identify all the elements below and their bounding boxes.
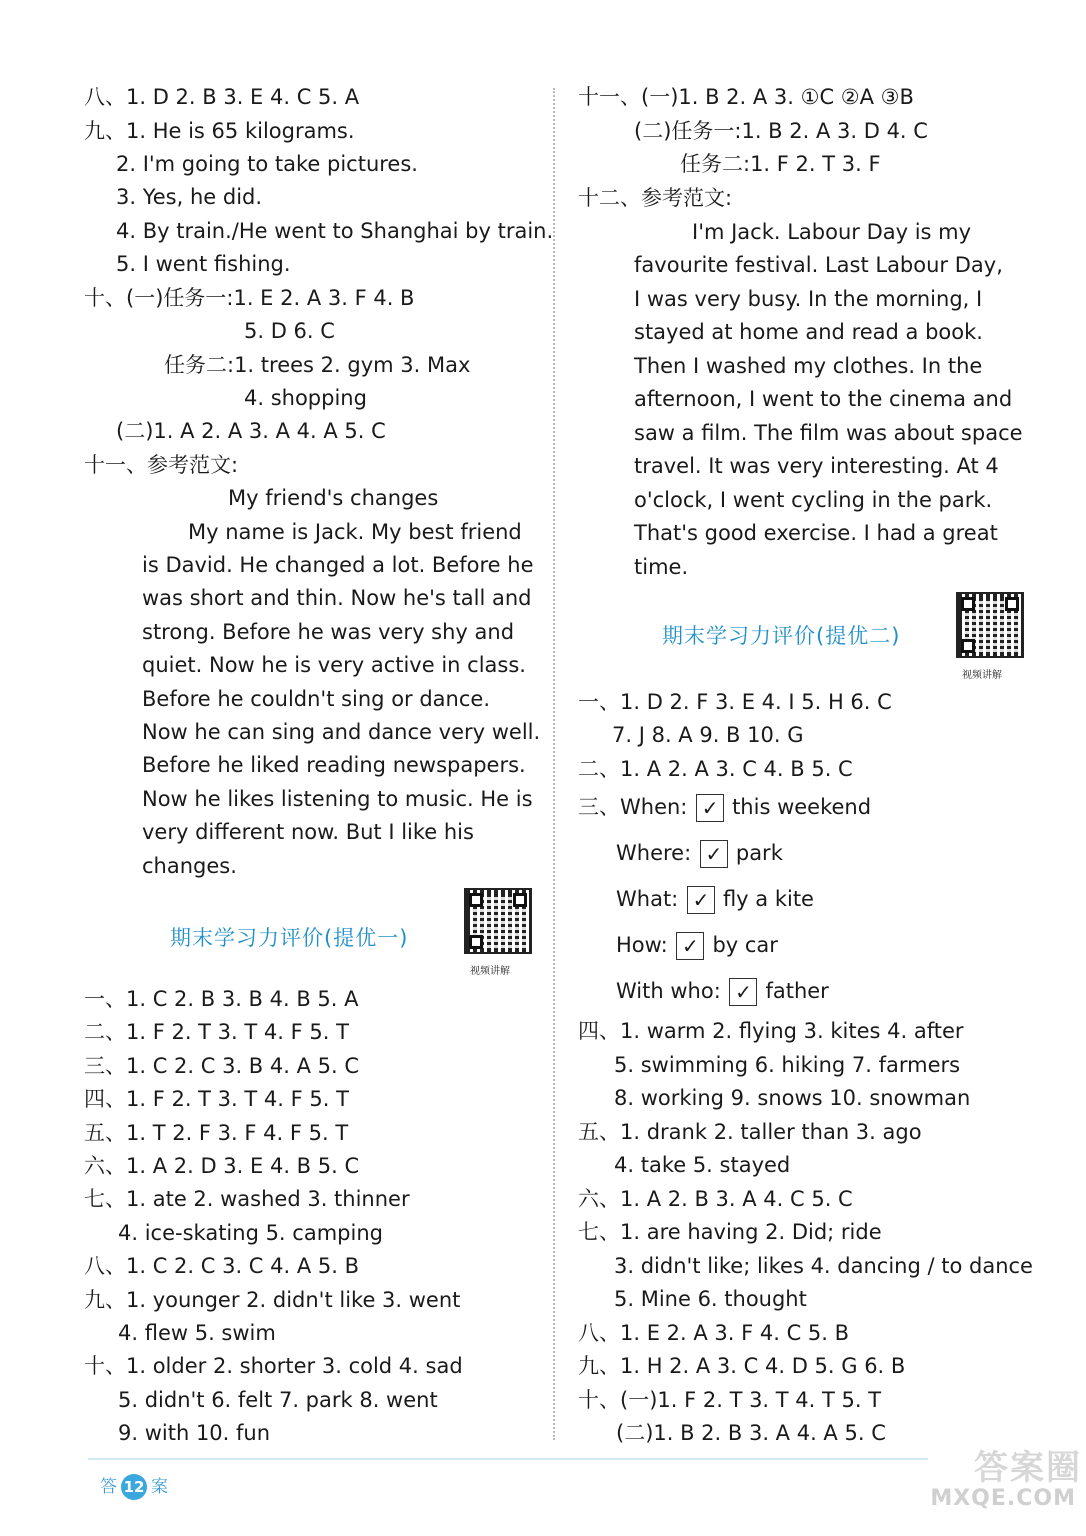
checklist-answer: by car — [712, 933, 778, 957]
answer-line: 七、1. ate 2. washed 3. thinner — [84, 1187, 410, 1211]
checklist-answer: father — [765, 979, 829, 1003]
essay-line: was short and thin. Now he's tall and — [142, 586, 532, 610]
essay-line: is David. He changed a lot. Before he — [142, 553, 534, 577]
answer-line: 7. J 8. A 9. B 10. G — [612, 723, 804, 747]
answer-line: 4. take 5. stayed — [614, 1153, 791, 1177]
answer-line: 八、1. D 2. B 3. E 4. C 5. A — [84, 85, 360, 109]
column-divider — [553, 88, 555, 1440]
essay-line: saw a film. The film was about space — [634, 421, 1023, 445]
answer-line: 五、1. drank 2. taller than 3. ago — [578, 1120, 922, 1144]
footer-rule — [88, 1458, 928, 1460]
checklist-answer: fly a kite — [722, 887, 814, 911]
answer-line: 5. I went fishing. — [116, 252, 291, 276]
answer-line: 三、1. C 2. C 3. B 4. A 5. C — [84, 1054, 360, 1078]
qr-caption: 视频讲解 — [962, 670, 1002, 681]
essay-line: quiet. Now he is very active in class. — [142, 653, 526, 677]
essay-line: Now he can sing and dance very well. — [142, 720, 541, 744]
answer-line: 六、1. A 2. D 3. E 4. B 5. C — [84, 1154, 360, 1178]
essay-line: Before he couldn't sing or dance. — [142, 687, 490, 711]
answer-line: 六、1. A 2. B 3. A 4. C 5. C — [578, 1187, 853, 1211]
answer-line: 一、1. D 2. F 3. E 4. I 5. H 6. C — [578, 690, 892, 714]
answer-line: 七、1. are having 2. Did; ride — [578, 1220, 882, 1244]
checklist-label: Where: — [616, 841, 692, 865]
checklist-answer: park — [735, 841, 783, 865]
answer-line: 5. D 6. C — [244, 319, 335, 343]
check-box: ✓ — [687, 886, 715, 914]
checklist-label: When: — [620, 795, 688, 819]
answer-line: 4. flew 5. swim — [118, 1321, 276, 1345]
page-label-right: 案 — [151, 1477, 168, 1497]
checklist-answer: this weekend — [732, 795, 872, 819]
answer-line: (二)任务一:1. B 2. A 3. D 4. C — [634, 119, 928, 143]
watermark-logo: 答案圈 — [974, 1448, 1082, 1488]
answer-line: 十二、参考范文: — [578, 186, 733, 210]
check-box: ✓ — [676, 932, 704, 960]
essay-line: Then I washed my clothes. In the — [634, 354, 983, 378]
answer-line: 9. with 10. fun — [118, 1421, 271, 1445]
essay-line: That's good exercise. I had a great — [634, 521, 998, 545]
essay-line: I was very busy. In the morning, I — [634, 287, 983, 311]
essay-line: very different now. But I like his — [142, 820, 474, 844]
answer-line: 二、1. F 2. T 3. T 4. F 5. T — [84, 1020, 349, 1044]
essay-line: Before he liked reading newspapers. — [142, 753, 526, 777]
answer-line: 四、1. warm 2. flying 3. kites 4. after — [578, 1019, 964, 1043]
answer-line: 一、1. C 2. B 3. B 4. B 5. A — [84, 987, 359, 1011]
answer-line: 3. didn't like; likes 4. dancing / to dance — [614, 1254, 1033, 1278]
answer-line: 十、(一)任务一:1. E 2. A 3. F 4. B — [84, 286, 415, 310]
checklist-row — [616, 838, 783, 868]
answer-line: 4. By train./He went to Shanghai by train. — [116, 219, 554, 243]
section-title: 期末学习力评价(提优二) — [662, 624, 901, 648]
checklist-label: What: — [616, 887, 679, 911]
answer-line: (二)1. B 2. B 3. A 4. A 5. C — [616, 1421, 886, 1445]
essay-line: stayed at home and read a book. — [634, 320, 983, 344]
page-label-left: 答 — [100, 1477, 117, 1497]
essay-title: My friend's changes — [228, 486, 439, 510]
essay-line: o'clock, I went cycling in the park. — [634, 488, 993, 512]
answer-line: 九、1. younger 2. didn't like 3. went — [84, 1288, 461, 1312]
answer-line: 五、1. T 2. F 3. F 4. F 5. T — [84, 1121, 349, 1145]
watermark-url: MXQE.COM — [930, 1486, 1076, 1511]
essay-line: favourite festival. Last Labour Day, — [634, 253, 1003, 277]
checklist-row — [616, 930, 778, 960]
checklist-prefix: 三、 — [578, 795, 620, 819]
answer-line: 4. ice-skating 5. camping — [118, 1221, 383, 1245]
checklist-row — [616, 976, 829, 1006]
answer-line: 八、1. E 2. A 3. F 4. C 5. B — [578, 1321, 850, 1345]
answer-line: 八、1. C 2. C 3. C 4. A 5. B — [84, 1254, 360, 1278]
answer-line: 九、1. H 2. A 3. C 4. D 5. G 6. B — [578, 1354, 906, 1378]
answer-line: 二、1. A 2. A 3. C 4. B 5. C — [578, 757, 853, 781]
answer-line: 九、1. He is 65 kilograms. — [84, 119, 355, 143]
answer-line: 十一、(一)1. B 2. A 3. ①C ②A ③B — [578, 85, 914, 109]
answer-line: 5. Mine 6. thought — [614, 1287, 807, 1311]
essay-line: changes. — [142, 854, 237, 878]
answer-line: 任务二:1. trees 2. gym 3. Max — [164, 353, 471, 377]
check-box: ✓ — [696, 794, 724, 822]
essay-line: I'm Jack. Labour Day is my — [692, 220, 972, 244]
checklist-row — [616, 884, 814, 914]
essay-line: time. — [634, 555, 689, 579]
page-number-badge: 12 — [121, 1474, 147, 1500]
qr-caption: 视频讲解 — [470, 966, 510, 977]
answer-line: 四、1. F 2. T 3. T 4. F 5. T — [84, 1087, 349, 1111]
page-number — [100, 1472, 168, 1500]
answer-line: (二)1. A 2. A 3. A 4. A 5. C — [116, 419, 386, 443]
qr-code-icon[interactable] — [956, 592, 1024, 658]
answer-line: 2. I'm going to take pictures. — [116, 152, 418, 176]
answer-line: 5. swimming 6. hiking 7. farmers — [614, 1053, 961, 1077]
essay-line: afternoon, I went to the cinema and — [634, 387, 1013, 411]
essay-line: strong. Before he was very shy and — [142, 620, 515, 644]
answer-line: 3. Yes, he did. — [116, 185, 263, 209]
qr-code-icon[interactable] — [464, 888, 532, 954]
checklist-row — [578, 792, 871, 822]
essay-line: Now he likes listening to music. He is — [142, 787, 533, 811]
checklist-label: With who: — [616, 979, 721, 1003]
answer-line: 十、(一)1. F 2. T 3. T 4. T 5. T — [578, 1388, 882, 1412]
essay-line: My name is Jack. My best friend — [188, 520, 522, 544]
answer-line: 8. working 9. snows 10. snowman — [614, 1086, 971, 1110]
answer-line: 任务二:1. F 2. T 3. F — [680, 152, 881, 176]
answer-line: 十一、参考范文: — [84, 453, 239, 477]
check-box: ✓ — [700, 840, 728, 868]
answer-line: 4. shopping — [244, 386, 367, 410]
section-title: 期末学习力评价(提优一) — [170, 926, 409, 950]
check-box: ✓ — [729, 978, 757, 1006]
answer-line: 5. didn't 6. felt 7. park 8. went — [118, 1388, 438, 1412]
checklist-label: How: — [616, 933, 668, 957]
answer-line: 十、1. older 2. shorter 3. cold 4. sad — [84, 1354, 463, 1378]
essay-line: travel. It was very interesting. At 4 — [634, 454, 999, 478]
